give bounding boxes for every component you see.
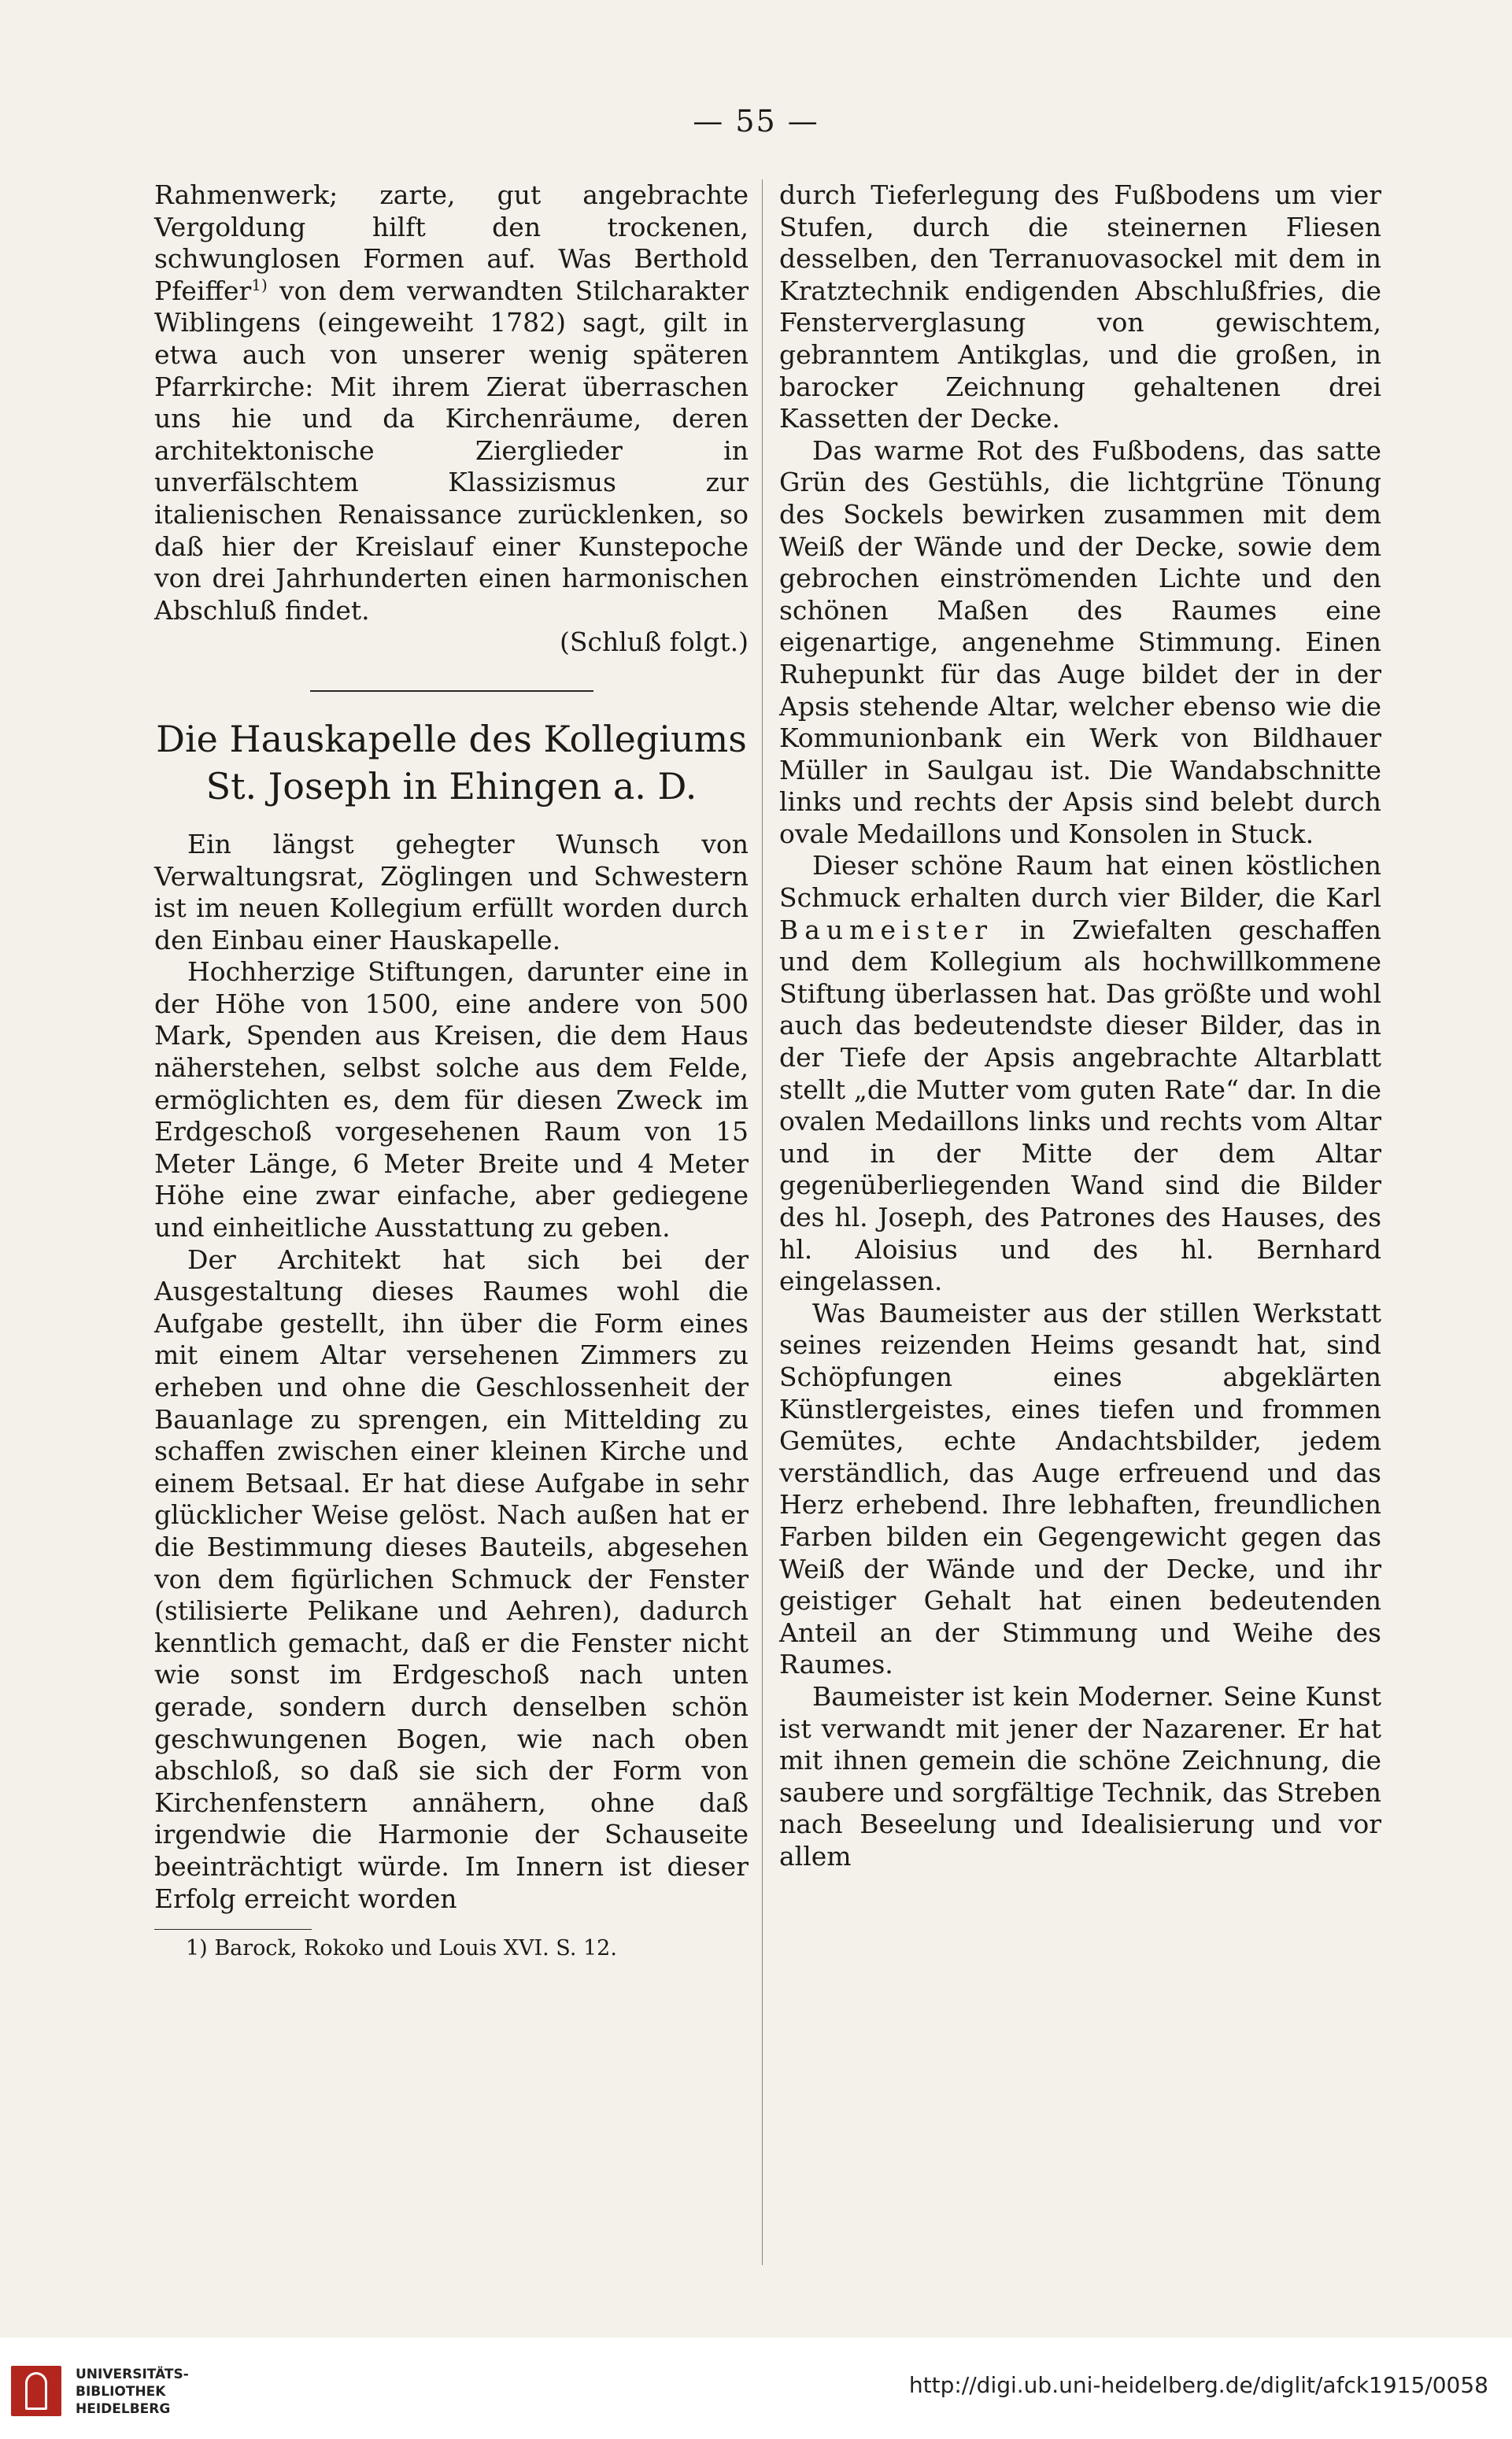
article-paragraph-2: Hochherzige Stiftungen, darunter eine in der Höhe von 1500, eine andere von 500 Mark, Spenden aus Kreisen, die dem Haus näherstehen, selbst solche aus dem Felde, ermöglichten es, dem für diesen Zweck im Erdgeschoß vorgesehenen Raum von 15 Meter Länge, 6 Meter Breite und 4 Meter Höhe eine zwar einfache, aber gediegene und einheitliche Ausstattung zu geben.: [154, 956, 749, 1244]
right-paragraph-5: Baumeister ist kein Moderner. Seine Kunst ist verwandt mit jener der Nazarener. Er hat mit ihnen gemein die schöne Zeichnung, die saubere und sorgfältige Technik, das Streben nach Beseelung und Idealisierung und vor allem: [779, 1680, 1381, 1872]
right-paragraph-3-end: in Zwiefalten geschaffen und dem Kollegium als hochwillkommene Stiftung überlassen hat. Das größte und wohl auch das bedeutendste dieser Bilder, das in der Tiefe der Apsis angebrachte Altarblatt stellt „die Mutter vom guten Rate“ dar. In die ovalen Medaillons links und rechts vom Altar und in der Mitte der dem Altar gegenüberliegenden Wand sind die Bilder des hl. Joseph, des Patrones des Hauses, des hl. Aloisius und des hl. Bernhard eingelassen.: [779, 914, 1381, 1297]
right-column: [779, 179, 1381, 1872]
library-name-line-3: HEIDELBERG: [76, 2401, 171, 2417]
right-paragraph-4: Was Baumeister aus der stillen Werkstatt seines reizenden Heims gesandt hat, sind Schöpfungen eines abgeklärten Künstlergeistes, eines tiefen und frommen Gemütes, echte Andachtsbilder, jedem verständlich, das Auge erfreuend und das Herz erhebend. Ihre lebhaften, freundlichen Farben bilden ein Gegengewicht gegen das Weiß der Wände und der Decke, und ihr geistiger Gehalt hat einen bedeutenden Anteil an der Stimmung und Weihe des Raumes.: [779, 1297, 1381, 1680]
footnote-text: Barock, Rokoko und Louis XVI. S. 12.: [214, 1936, 617, 1961]
closing-line: [154, 626, 749, 659]
intro-paragraph-text-cont: von dem verwandten Stilcharakter Wiblingens (eingeweiht 1782) sagt, gilt in etwa auch von unserer wenig späteren Pfarrkirche: Mit ihrem Zierat überraschen uns hie und da Kirchenräume, deren architektonische Zierglieder in unverfälschtem Klassizismus zur italienischen Renaissance zurücklenken, so daß hier der Kreislauf einer Kunstepoche von drei Jahrhunderten einen harmonischen Abschluß findet.: [154, 275, 749, 626]
footnote-marker: 1): [186, 1936, 208, 1961]
footnote-reference: 1): [251, 275, 268, 294]
article-paragraph-3: Der Architekt hat sich bei der Ausgestaltung dieses Raumes wohl die Aufgabe gestellt, ihn über die Form eines mit einem Altar versehenen Zimmers zu erheben und ohne die Geschlossenheit der Bauanlage zu sprengen, ein Mittelding zu schaffen zwischen einer kleinen Kirche und einem Betsaal. Er hat diese Aufgabe in sehr glücklicher Weise gelöst. Nach außen hat er die Bestimmung dieses Bauteils, abgesehen von dem figürlichen Schmuck der Fenster (stilisierte Pelikane und Aehren), dadurch kenntlich gemacht, daß er die Fenster nicht wie sonst im Erdgeschoß nach unten gerade, sondern durch denselben schön geschwungenen Bogen, wie nach oben abschloß, so daß sie sich der Form von Kirchenfenstern annähern, ohne daß irgendwie die Harmonie der Schauseite beeinträchtigt würde. Im Innern ist dieser Erfolg erreicht worden: [154, 1244, 749, 1914]
library-name-line-1: UNIVERSITÄTS-: [76, 2367, 189, 2382]
university-library-logo-icon[interactable]: [11, 2366, 61, 2416]
intro-paragraph-text: Rahmenwerk; zarte, gut angebrachte Vergoldung hilft den trockenen, schwunglosen Formen auf. Was Berthold Pfeiffer: [154, 179, 749, 306]
right-paragraph-3: [779, 850, 1381, 1297]
article-title-line-2: St. Joseph in Ehingen a. D.: [205, 764, 697, 807]
footnote-divider: [154, 1929, 312, 1930]
article-title: [154, 715, 749, 810]
closing-note: (Schluß folgt.): [560, 626, 749, 658]
intro-paragraph: [154, 179, 749, 626]
library-name: [76, 2366, 189, 2418]
right-paragraph-1: durch Tieferlegung des Fußbodens um vier Stufen, durch die steinernen Fliesen desselben, den Terranuovasockel mit dem in Kratztechnik endigenden Abschlußfries, die Fensterverglasung von gewischtem, gebranntem Antikglas, und die großen, in barocker Zeichnung gehaltenen drei Kassetten der Decke.: [779, 179, 1381, 434]
right-paragraph-2: Das warme Rot des Fußbodens, das satte Grün des Gestühls, die lichtgrüne Tönung des Sockels bewirken zusammen mit dem Weiß der Wände und der Decke, sowie dem gebrochen einströmenden Lichte und den schönen Maßen des Raumes eine eigenartige, angenehme Stimmung. Einen Ruhepunkt für das Auge bildet der in der Apsis stehende Altar, welcher ebenso wie die Kommunionbank ein Werk von Bildhauer Müller in Saulgau ist. Die Wandabschnitte links und rechts der Apsis sind belebt durch ovale Medaillons und Konsolen in Stuck.: [779, 434, 1381, 849]
column-divider: [762, 179, 763, 2265]
footer-bar: [0, 2337, 1512, 2439]
right-paragraph-3-start: Dieser schöne Raum hat einen köstlichen Schmuck erhalten durch vier Bilder, die Karl: [779, 850, 1381, 914]
page-number: — 55 —: [693, 104, 819, 139]
section-divider: [310, 690, 593, 692]
article-paragraph-1: Ein längst gehegter Wunsch von Verwaltungsrat, Zöglingen und Schwestern ist im neuen Kollegium erfüllt worden durch den Einbau einer Hauskapelle.: [154, 828, 749, 955]
left-column: [154, 179, 749, 1963]
source-url-link[interactable]: http://digi.ub.uni-heidelberg.de/diglit/afck1915/0058: [908, 2372, 1488, 2398]
artist-name: Baumeister: [779, 914, 994, 945]
footnote: [154, 1935, 749, 1963]
library-name-line-2: BIBLIOTHEK: [76, 2384, 166, 2400]
article-title-line-1: Die Hauskapelle des Kollegiums: [156, 717, 747, 760]
